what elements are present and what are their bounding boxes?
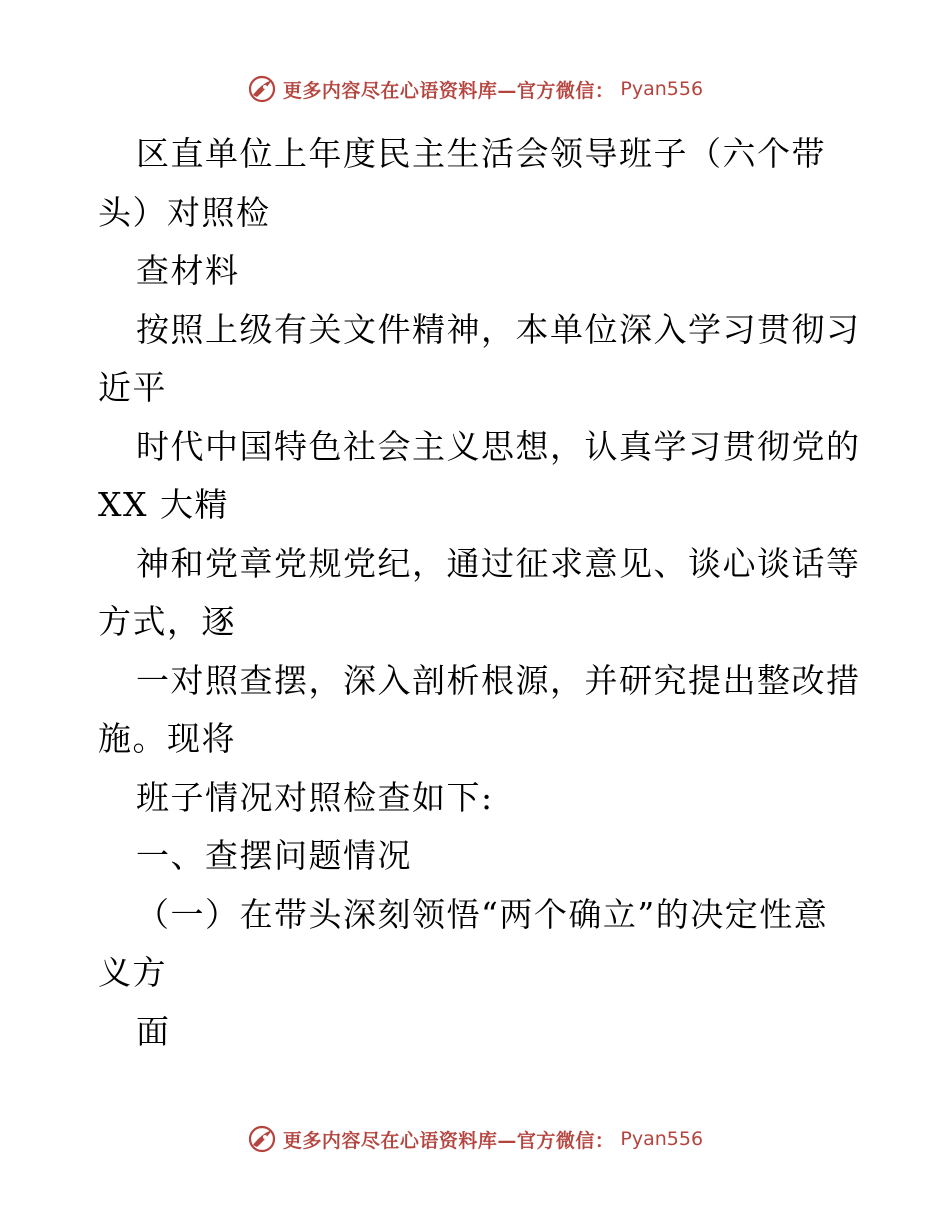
text-line: 神和党章党规党纪，通过征求意见、谈心谈话等 [136,543,861,583]
pen-logo-icon [247,74,277,104]
text-line: 区直单位上年度民主生活会领导班子（六个带 [136,134,826,173]
text-line: 方式，逐 [98,602,236,641]
text-line: 面 [136,1011,171,1051]
pen-logo-icon [247,1124,277,1154]
text-line: 施。现将 [98,719,236,758]
banner-text: 更多内容尽在心语资料库—官方微信： [282,1129,615,1152]
footer-watermark-banner [0,1122,950,1156]
header-watermark-banner [0,72,950,106]
text-line: （一）在带头深刻领悟“两个确立”的决定性意 [136,894,829,934]
document-body [98,125,861,1061]
text-line: 一对照查摆，深入剖析根源，并研究提出整改措 [136,660,861,700]
banner-wechat-id: Pyan556 [620,1128,704,1150]
text-line: 近平 [98,368,167,407]
text-line: 按照上级有关文件精神，本单位深入学习贯彻习 [136,309,861,349]
banner-text: 更多内容尽在心语资料库—官方微信： [282,79,615,102]
text-line: 查材料 [136,251,240,290]
text-line: 义方 [98,953,167,992]
text-line: XX 大精 [98,485,229,524]
banner-wechat-id: Pyan556 [620,78,704,100]
text-line: 头）对照检 [98,192,271,232]
text-line: 时代中国特色社会主义思想，认真学习贯彻党的 [136,426,861,466]
text-line: 班子情况对照检查如下: [136,777,494,817]
text-line: 一、查摆问题情况 [136,836,412,875]
